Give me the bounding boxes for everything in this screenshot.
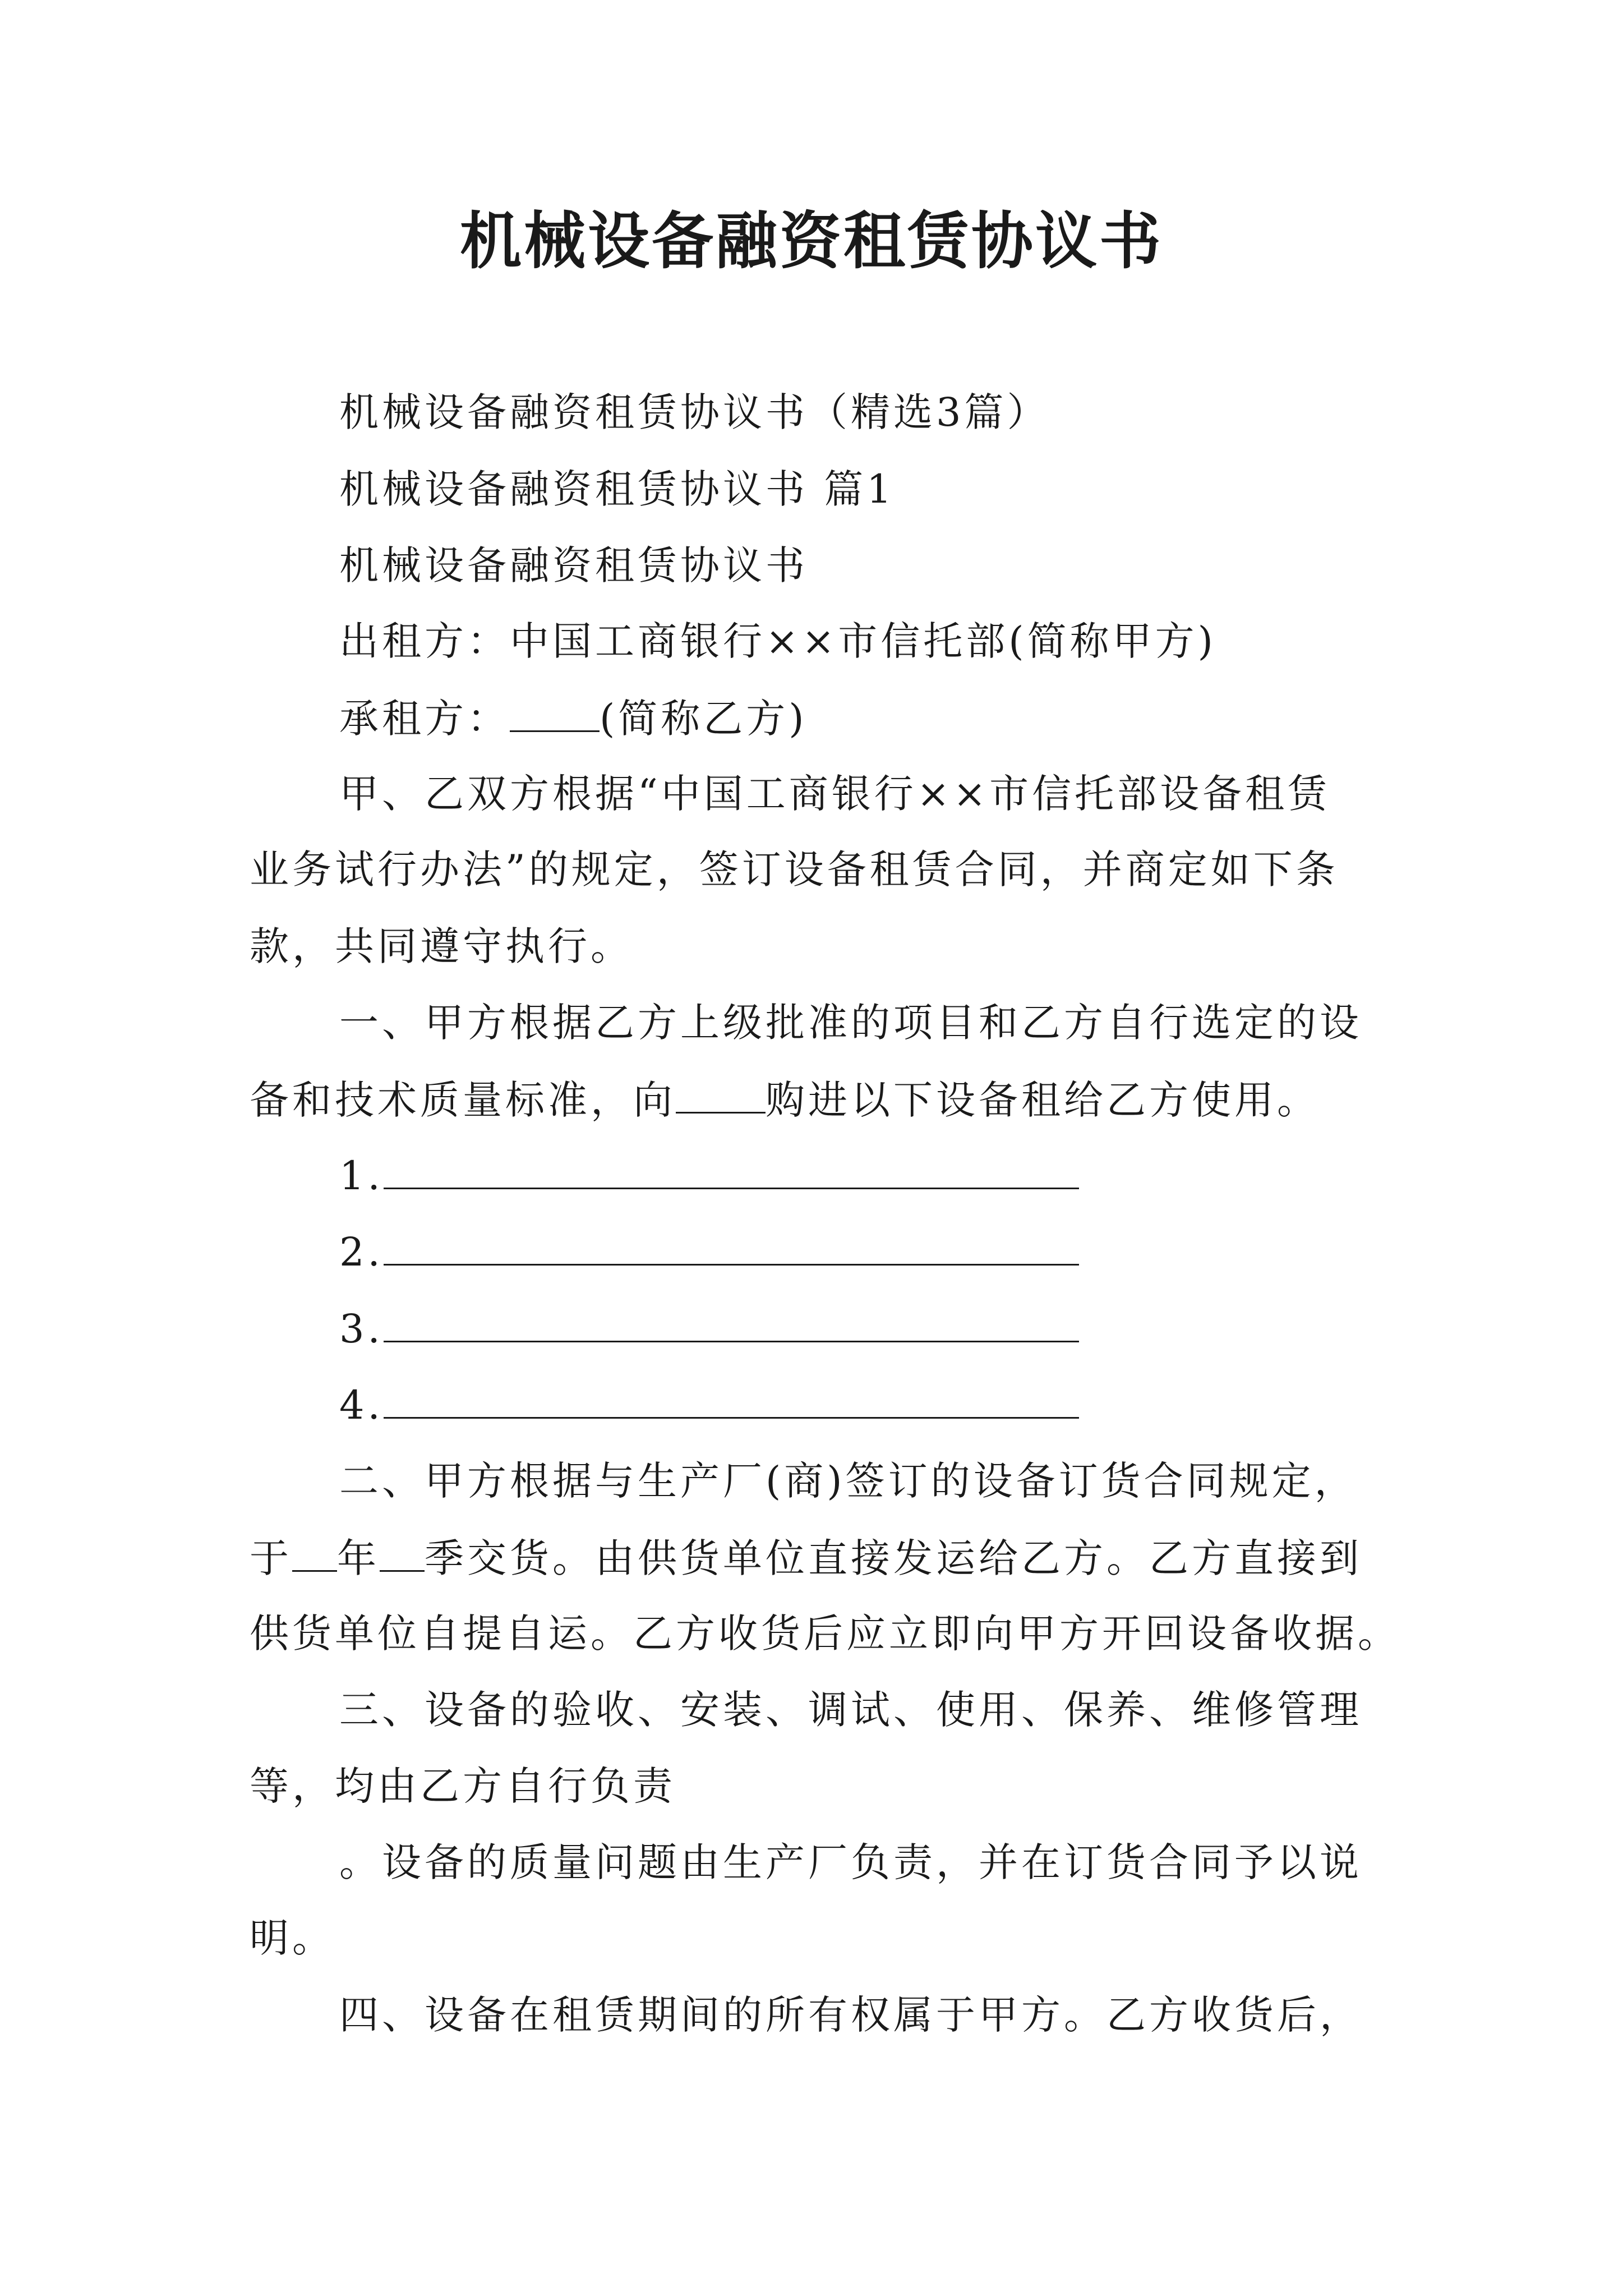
item-blank — [384, 1147, 1079, 1189]
item-blank — [384, 1223, 1079, 1266]
year-blank — [292, 1530, 337, 1572]
document-title: 机械设备融资租赁协议书 — [460, 205, 1163, 277]
lessee-line — [0, 690, 1623, 747]
clause3-line-2: 等，均由乙方自行负责 — [250, 1763, 676, 1809]
supplier-blank — [676, 1071, 766, 1114]
lessee-suffix: (简称乙方) — [600, 696, 808, 742]
clause1-suffix: 购进以下设备租给乙方使用。 — [766, 1077, 1320, 1123]
clause1-prefix: 备和技术质量标准，向 — [250, 1077, 676, 1123]
season-blank — [380, 1530, 425, 1572]
clause4-line-1: 四、设备在租赁期间的所有权属于甲方。乙方收货后， — [339, 1992, 1362, 2038]
lessee-label: 承租方： — [339, 696, 510, 742]
equipment-item-1: 1. — [0, 1147, 1623, 1204]
lessor-line: 出租方：中国工商银行××市信托部(简称甲方) — [339, 618, 1216, 664]
subtitle: 机械设备融资租赁协议书（精选3篇） — [339, 389, 1050, 435]
clause1-line-2 — [0, 1071, 1623, 1128]
clause3-line-4: 明。 — [250, 1915, 335, 1961]
clause2-line-3: 供货单位自提自运。乙方收货后应立即向甲方开回设备收据。 — [250, 1611, 1400, 1657]
equipment-item-3: 3. — [0, 1300, 1623, 1357]
item-blank — [384, 1377, 1079, 1419]
equipment-item-2: 2. — [0, 1223, 1623, 1280]
clause2-line-1: 二、甲方根据与生产厂(商)签订的设备订货合同规定， — [339, 1458, 1357, 1504]
clause3-line-1: 三、设备的验收、安装、调试、使用、保养、维修管理 — [339, 1687, 1362, 1733]
item-blank — [384, 1300, 1079, 1342]
clause2-line-2: 于 年 季交货。由供货单位直接发运给乙方。乙方直接到 — [0, 1530, 1623, 1586]
intro-line-2: 业务试行办法”的规定，签订设备租赁合同，并商定如下条 — [250, 846, 1339, 892]
agreement-heading: 机械设备融资租赁协议书 — [339, 542, 808, 588]
chapter-heading: 机械设备融资租赁协议书 篇1 — [339, 466, 895, 512]
lessee-blank — [510, 690, 600, 732]
equipment-item-4: 4. — [0, 1377, 1623, 1433]
clause1-line-1: 一、甲方根据乙方上级批准的项目和乙方自行选定的设 — [339, 1000, 1362, 1046]
intro-line-1: 甲、乙双方根据“中国工商银行××市信托部设备租赁 — [339, 771, 1331, 817]
clause3-line-3: 。设备的质量问题由生产厂负责，并在订货合同予以说 — [339, 1839, 1362, 1885]
intro-line-3: 款，共同遵守执行。 — [250, 923, 633, 969]
